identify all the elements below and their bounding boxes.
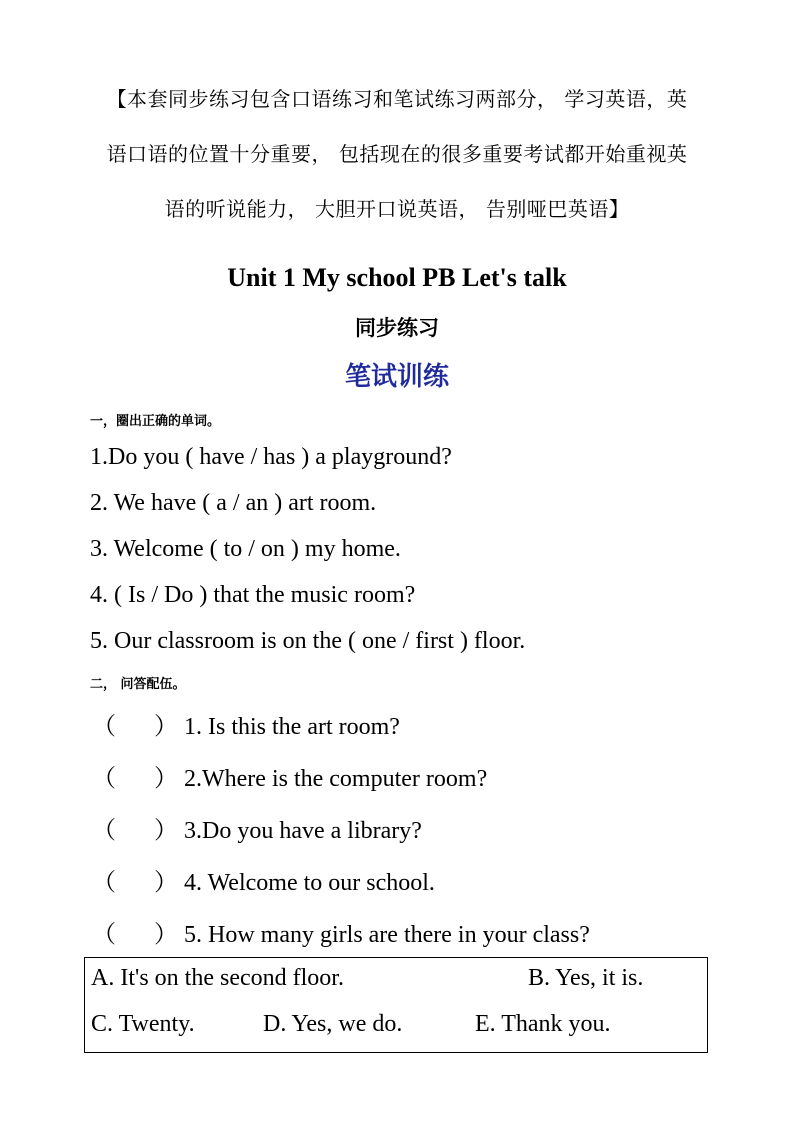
intro-line-3: 语的听说能力， 大胆开口说英语， 告别哑巴英语】	[164, 197, 630, 221]
match-row	[92, 810, 422, 845]
answer-blank[interactable]: （ ）	[92, 870, 178, 896]
practice-title: 同步练习	[355, 316, 439, 340]
match-row	[92, 914, 590, 949]
part1-question-3: 3. Welcome ( to / on ) my home.	[90, 536, 401, 562]
match-question-4: 4. Welcome to our school.	[184, 870, 435, 896]
part1-question-4: 4. ( Is / Do ) that the music room?	[90, 582, 416, 608]
section-title: 笔试训练	[344, 362, 449, 392]
match-question-2: 2.Where is the computer room?	[184, 766, 488, 792]
answer-blank[interactable]: （ ）	[92, 766, 178, 792]
part2-heading: 二， 问答配伍。	[90, 677, 186, 692]
part1-question-2: 2. We have ( a / an ) art room.	[90, 490, 377, 516]
intro-line-1: 【本套同步练习包含口语练习和笔试练习两部分， 学习英语，英	[106, 87, 688, 111]
intro-line-2: 语口语的位置十分重要， 包括现在的很多重要考试都开始重视英	[106, 142, 688, 166]
match-question-5: 5. How many girls are there in your class?	[184, 922, 590, 948]
unit-title: Unit 1 My school PB Let's talk	[227, 263, 567, 292]
option-c: C. Twenty.	[91, 1011, 195, 1037]
answer-blank[interactable]: （ ）	[92, 714, 178, 740]
match-question-1: 1. Is this the art room?	[184, 714, 400, 740]
part1-question-1: 1.Do you ( have / has ) a playground?	[90, 444, 452, 470]
answer-blank[interactable]: （ ）	[92, 818, 178, 844]
part1-heading: 一，圈出正确的单词。	[90, 414, 221, 429]
match-question-3: 3.Do you have a library?	[184, 818, 422, 844]
match-row	[92, 706, 400, 741]
match-row	[92, 862, 435, 897]
option-d: D. Yes, we do.	[263, 1011, 403, 1037]
match-row	[92, 758, 487, 793]
option-a: A. It's on the second floor.	[91, 965, 344, 991]
intro-paragraph	[90, 72, 704, 237]
answer-blank[interactable]: （ ）	[92, 922, 178, 948]
part1-question-5: 5. Our classroom is on the ( one / first ) floor.	[90, 628, 526, 654]
answer-options-box	[84, 957, 708, 1053]
option-b: B. Yes, it is.	[528, 965, 644, 991]
option-e: E. Thank you.	[475, 1011, 611, 1037]
